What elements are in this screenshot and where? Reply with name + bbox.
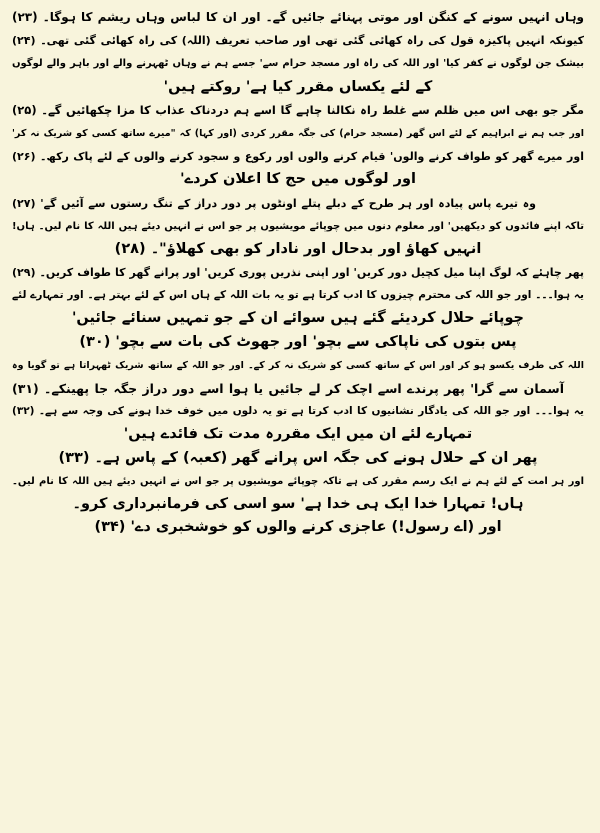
text-line: بیشک جن لوگوں نے کفر کیا' اور اللہ کی راہ اور مسجد حرام سے' جسے ہم نے وہاں ٹھہرنے والے اور باہر والے لوگوں — [12, 58, 584, 70]
text-line: مگر جو بھی اس میں ظلم سے غلط راہ نکالنا چاہے گا اسے ہم دردناک عذاب کا مزا چکھائیں گے۔ (۲۵) — [12, 102, 584, 117]
text-line: اور (اے رسول!) عاجزی کرنے والوں کو خوشخبری دے' (۳۴) — [94, 519, 502, 536]
text-line: آسمان سے گرا' پھر پرندے اسے اچک کر لے جائیں یا ہوا اسے دور دراز جگہ جا پھینکے۔ (۳۱) — [12, 381, 564, 396]
text-line: یہ ہوا۔۔۔ اور جو اللہ کی محترم چیزوں کا ادب کرتا ہے تو یہ بات اللہ کے ہاں اس کے لئے بہتر ہے۔ اور تمہارے لئے — [12, 289, 584, 302]
text-line: وہ تیرے پاس پیادہ اور ہر طرح کے دبلے پتلے اونٹوں پر دور دراز کے تنگ رستوں سے آئیں گے' (۲۷) — [12, 196, 536, 210]
text-line: اللہ کی طرف یکسو ہو کر اور اس کے ساتھ کسی کو شریک نہ کر کے۔ اور جو اللہ کے ساتھ شریک ٹھہراتا ہے تو گویا وہ — [12, 359, 584, 371]
text-line: کیونکہ انہیں پاکیزہ قول کی راہ کھائی گئی تھی اور صاحب تعریف (اللہ) کی راہ کھائی گئی تھی۔ (۲۴) — [12, 34, 584, 48]
text-line: انہیں کھاؤ اور بدحال اور نادار کو بھی کھلاؤ"۔ (۲۸) — [114, 240, 482, 257]
text-line: اور میرے گھر کو طواف کرنے والوں' قیام کرنے والوں اور رکوع و سجود کرنے والوں کے لئے پاک رکھ۔ (۲۶) — [12, 150, 584, 164]
text-line: کے لئے یکساں مقرر کیا ہے' روکتے ہیں' — [163, 78, 433, 95]
text-line: ہاں! تمہارا خدا ایک ہی خدا ہے' سو اسی کی فرمانبرداری کرو۔ — [72, 495, 524, 512]
text-line: اور لوگوں میں حج کا اعلان کردے' — [180, 171, 416, 188]
text-line: تاکہ اپنے فائدوں کو دیکھیں' اور معلوم دنوں میں چوپائے مویشیوں پر جو اس نے انہیں دیئے ہیں اللہ کا نام لیں۔ ہاں! — [12, 220, 584, 232]
text-line: یہ ہوا۔۔۔ اور جو اللہ کی یادگار نشانیوں کا ادب کرتا ہے تو یہ دلوں میں خوف خدا ہونے کی وجہ سے ہے۔ (۳۲) — [12, 405, 584, 418]
text-line: پس بتوں کی ناپاکی سے بچو' اور جھوٹ کی بات سے بچو' (۳۰) — [79, 333, 517, 350]
text-line: پھر ان کے حلال ہونے کی جگہ اس پرانے گھر (کعبہ) کے پاس ہے۔ (۳۳) — [58, 449, 538, 466]
text-line: اور جب ہم نے ابراہیم کے لئے اس گھر (مسجد حرام) کی جگہ مقرر کردی (اور کہا) کہ "میرے ساتھ کسی کو شریک نہ کر' — [12, 127, 584, 139]
text-line: اور ہر امت کے لئے ہم نے ایک رسم مقرر کی ہے تاکہ چوپائے مویشیوں پر جو اس نے انہیں دیئے ہیں اللہ کا نام لیں۔ — [12, 475, 584, 487]
text-line: تمہارے لئے ان میں ایک مقررہ مدت تک فائدے ہیں' — [123, 426, 473, 443]
text-line: پھر چاہئے کہ لوگ اپنا میل کچیل دور کریں' اور اپنی نذریں پوری کریں' اور پرانے گھر کا طواف کریں۔ (۲۹) — [12, 266, 584, 280]
text-line: چوپائے حلال کردیئے گئے ہیں سوائے ان کے جو تمہیں سنائے جائیں' — [71, 310, 525, 327]
text-line: وہاں انہیں سونے کے کنگن اور موتی پہنائے جائیں گے۔ اور ان کا لباس وہاں ریشم کا ہوگا۔ (۲۳) — [12, 10, 584, 24]
